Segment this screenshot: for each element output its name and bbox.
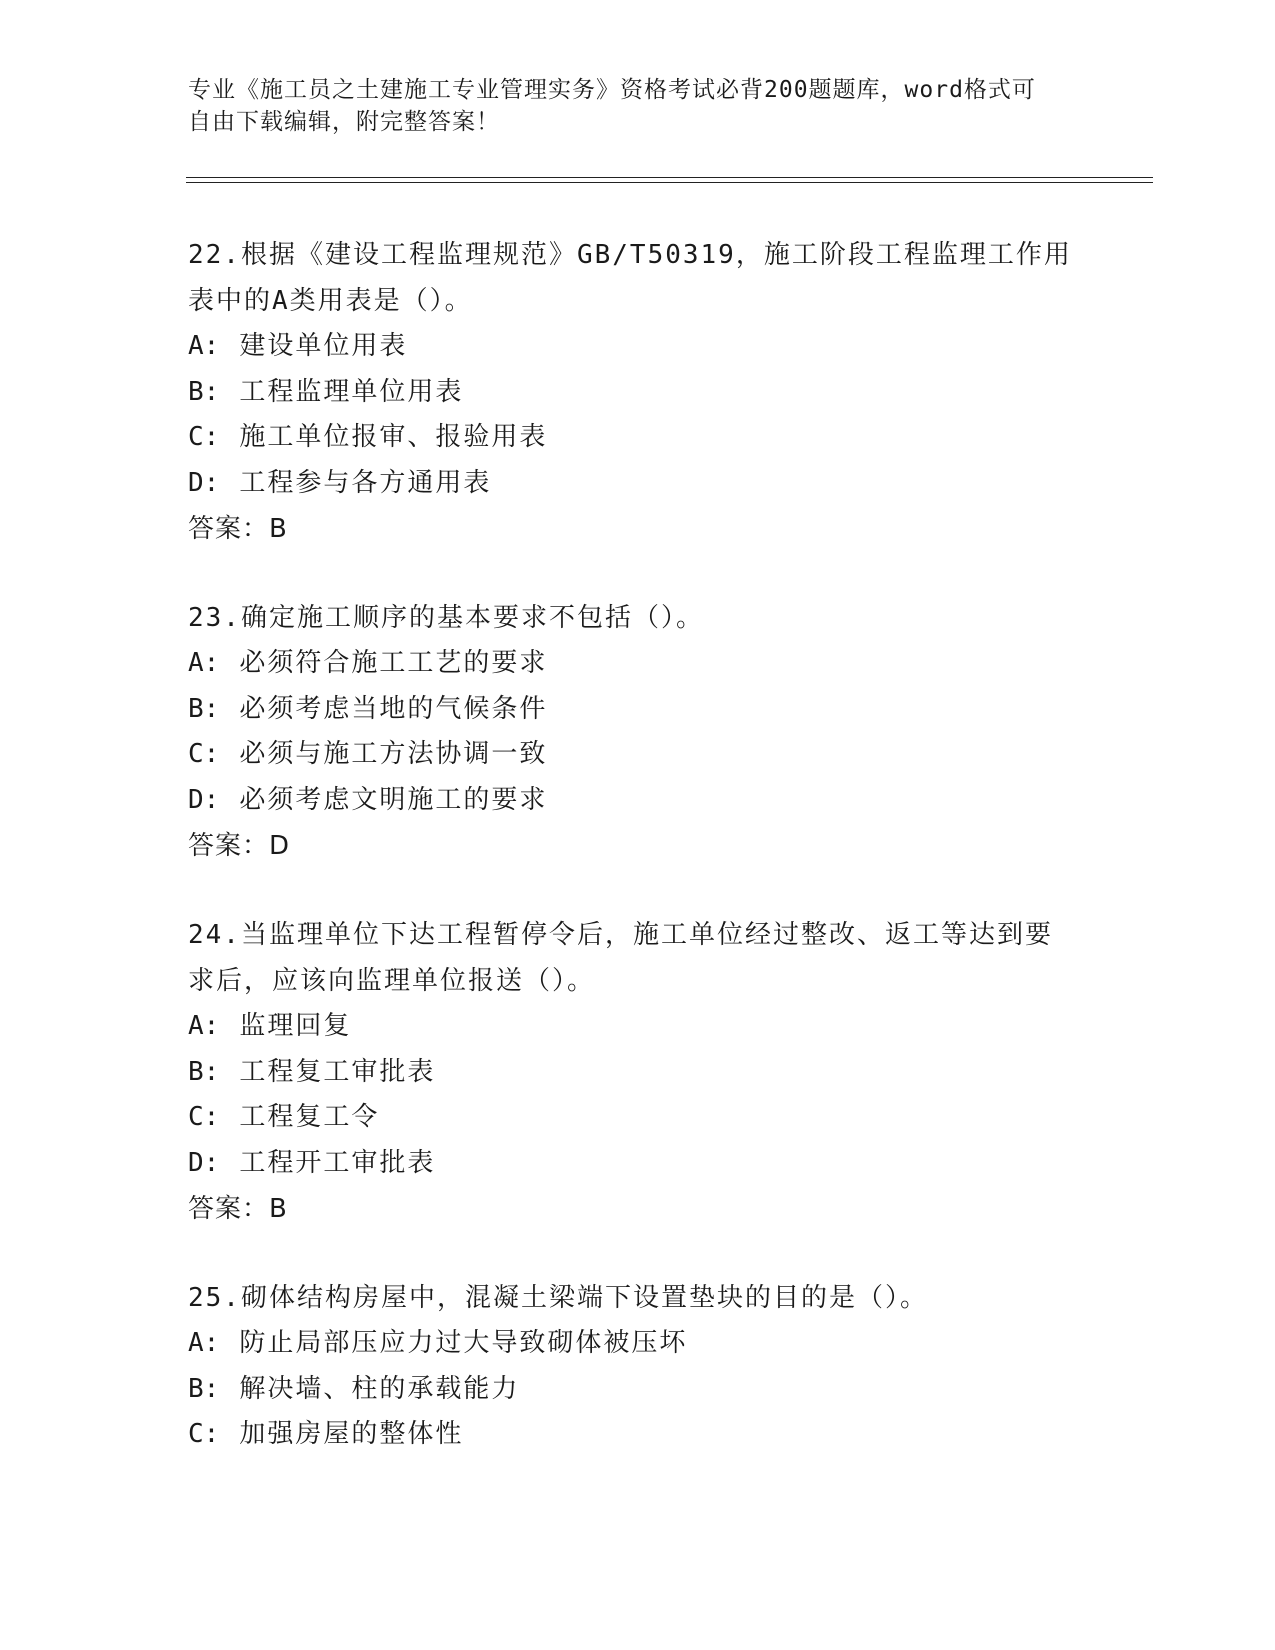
question-stem — [188, 912, 1088, 1004]
header-line: 自由下载编辑，附完整答案！ — [188, 109, 500, 135]
option-c — [188, 732, 1088, 778]
stem-line: 24.当监理单位下达工程暂停令后，施工单位经过整改、返工等达到要 — [188, 920, 1053, 950]
document-header — [188, 74, 1088, 138]
stem-line: 求后，应该向监理单位报送（）。 — [188, 966, 596, 996]
option-text: 监理回复 — [239, 1011, 352, 1041]
option-a — [188, 1004, 1088, 1050]
option-letter: D: — [188, 467, 220, 498]
option-text: 工程开工审批表 — [239, 1147, 436, 1178]
option-a — [188, 324, 1088, 370]
option-letter: C: — [188, 422, 220, 452]
stem-line: 22.根据《建设工程监理规范》GB/T50319，施工阶段工程监理工作用 — [188, 240, 1072, 270]
option-letter: B: — [188, 1056, 220, 1087]
option-letter: A: — [188, 1011, 220, 1041]
option-c — [188, 1095, 1088, 1141]
option-text: 工程复工审批表 — [239, 1056, 436, 1087]
option-text: 加强房屋的整体性 — [239, 1419, 464, 1449]
answer-line: 答案：B — [188, 1194, 288, 1224]
option-text: 施工单位报审、报验用表 — [239, 422, 548, 452]
option-letter: D: — [188, 784, 220, 815]
option-d — [188, 461, 1088, 507]
stem-line: 23.确定施工顺序的基本要求不包括（）。 — [188, 603, 704, 633]
option-b — [188, 1367, 1088, 1413]
option-b — [188, 1050, 1088, 1096]
option-text: 工程复工令 — [239, 1102, 380, 1132]
question-23 — [188, 595, 1088, 869]
option-a — [188, 1321, 1088, 1367]
header-divider — [186, 177, 1153, 178]
option-a — [188, 641, 1088, 687]
option-letter: A: — [188, 648, 220, 678]
option-text: 工程监理单位用表 — [239, 376, 464, 407]
question-stem — [188, 232, 1088, 324]
question-stem — [188, 595, 1088, 641]
option-letter: A: — [188, 331, 220, 361]
option-letter: B: — [188, 376, 220, 407]
option-letter: C: — [188, 1102, 220, 1132]
option-b — [188, 370, 1088, 416]
option-text: 必须考虑当地的气候条件 — [239, 693, 548, 724]
option-letter: C: — [188, 1419, 220, 1449]
question-stem — [188, 1275, 1088, 1321]
question-24 — [188, 912, 1088, 1232]
header-line: 专业《施工员之土建施工专业管理实务》资格考试必背200题题库，word格式可 — [188, 77, 1036, 103]
option-text: 解决墙、柱的承载能力 — [239, 1373, 520, 1404]
option-text: 必须符合施工工艺的要求 — [239, 648, 548, 678]
option-text: 建设单位用表 — [239, 331, 408, 361]
option-d — [188, 1141, 1088, 1187]
option-text: 工程参与各方通用表 — [239, 467, 492, 498]
option-text: 必须考虑文明施工的要求 — [239, 784, 548, 815]
option-text: 防止局部压应力过大导致砌体被压坏 — [239, 1328, 688, 1358]
header-divider — [186, 182, 1153, 183]
stem-line: 表中的A类用表是（）。 — [188, 286, 473, 316]
option-letter: D: — [188, 1147, 220, 1178]
option-letter: B: — [188, 693, 220, 724]
option-letter: C: — [188, 739, 220, 769]
answer-line: 答案：B — [188, 514, 288, 544]
stem-line: 25.砌体结构房屋中，混凝土梁端下设置垫块的目的是（）。 — [188, 1283, 928, 1313]
option-b — [188, 687, 1088, 733]
option-d — [188, 778, 1088, 824]
answer-line: 答案：D — [188, 831, 291, 861]
question-list — [188, 232, 1088, 1501]
option-text: 必须与施工方法协调一致 — [239, 739, 548, 769]
option-letter: B: — [188, 1373, 220, 1404]
option-c — [188, 415, 1088, 461]
question-22 — [188, 232, 1088, 552]
option-letter: A: — [188, 1328, 220, 1358]
question-25 — [188, 1275, 1088, 1458]
option-c — [188, 1412, 1088, 1458]
